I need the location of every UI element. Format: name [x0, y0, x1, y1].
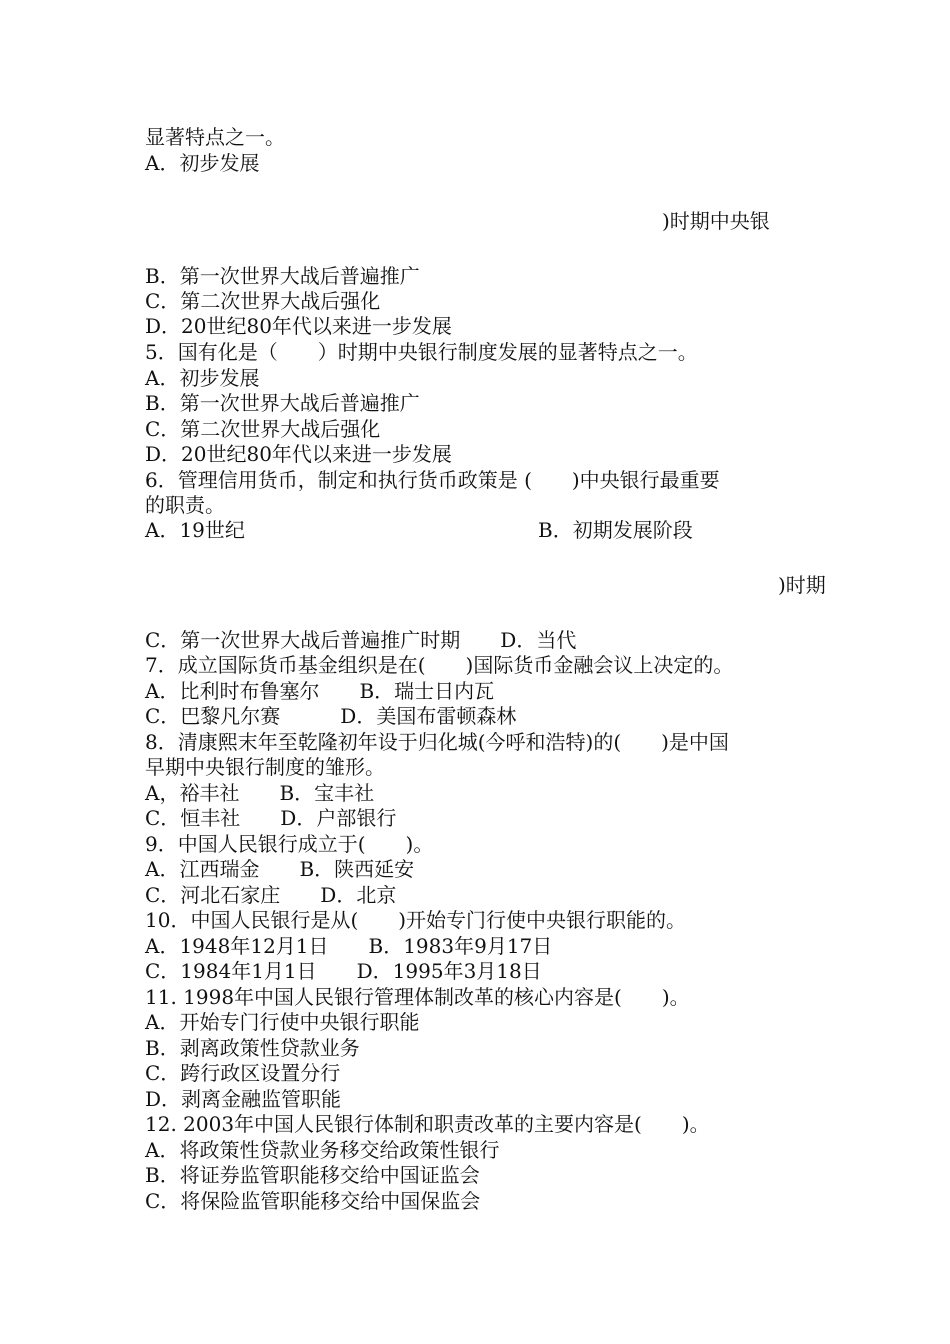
- option-a: A．开始专门行使中央银行职能: [145, 1010, 420, 1034]
- option-c: C．跨行政区设置分行: [145, 1061, 341, 1085]
- question-8: 8．清康熙末年至乾隆初年设于归化城(今呼和浩特)的( )是中国: [145, 730, 729, 754]
- text-fragment: )时期: [778, 573, 826, 597]
- option-c: C．第二次世界大战后强化: [145, 289, 381, 313]
- option-d: D．剥离金融监管职能: [145, 1087, 342, 1111]
- options-c-d: C．河北石家庄 D．北京: [145, 883, 397, 907]
- options-a-b: A，裕丰社 B．宝丰社: [145, 781, 375, 805]
- options-c-d: C．1984年1月1日 D．1995年3月18日: [145, 959, 542, 983]
- options-a-b: A．1948年12月1日 B．1983年9月17日: [145, 934, 553, 958]
- option-d: D．20世纪80年代以来进一步发展: [145, 314, 452, 338]
- option-b: B．将证券监管职能移交给中国证监会: [145, 1163, 480, 1187]
- options-c-d: C．巴黎凡尔赛 D．美国布雷顿森林: [145, 704, 517, 728]
- options-a-b: A．江西瑞金 B．陕西延安: [145, 857, 415, 881]
- options-c-d: C．恒丰社 D．户部银行: [145, 806, 397, 830]
- options-a-b: A．比利时布鲁塞尔 B．瑞士日内瓦: [145, 679, 495, 703]
- question-5: 5．国有化是（ ）时期中央银行制度发展的显著特点之一。: [145, 340, 698, 364]
- option-c: C．第二次世界大战后强化: [145, 417, 381, 441]
- option-b: B．第一次世界大战后普遍推广: [145, 391, 420, 415]
- option-b: B．剥离政策性贷款业务: [145, 1036, 360, 1060]
- question-10: 10．中国人民银行是从( )开始专门行使中央银行职能的。: [145, 908, 687, 932]
- option-c: C．将保险监管职能移交给中国保监会: [145, 1189, 481, 1213]
- question-6-continued: 的职责。: [145, 493, 225, 517]
- option-b: B．第一次世界大战后普遍推广: [145, 264, 420, 288]
- question-9: 9．中国人民银行成立于( )。: [145, 832, 434, 856]
- text-fragment: )时期中央银: [662, 209, 770, 233]
- question-6: 6．管理信用货币，制定和执行货币政策是 ( )中央银行最重要: [145, 468, 720, 492]
- option-a: A．初步发展: [145, 151, 260, 175]
- option-a: A．19世纪: [145, 518, 245, 542]
- question-7: 7．成立国际货币基金组织是在( )国际货币金融会议上决定的。: [145, 653, 734, 677]
- text-line-1: 显著特点之一。: [145, 125, 285, 149]
- option-a: A．将政策性贷款业务移交给政策性银行: [145, 1138, 500, 1162]
- options-c-d: C．第一次世界大战后普遍推广时期 D．当代: [145, 628, 577, 652]
- question-11: 11. 1998年中国人民银行管理体制改革的核心内容是( )。: [145, 985, 690, 1009]
- option-a: A．初步发展: [145, 366, 260, 390]
- question-8-continued: 早期中央银行制度的雏形。: [145, 755, 385, 779]
- option-d: D．20世纪80年代以来进一步发展: [145, 442, 452, 466]
- question-12: 12. 2003年中国人民银行体制和职责改革的主要内容是( )。: [145, 1112, 710, 1136]
- option-b: B．初期发展阶段: [538, 518, 693, 542]
